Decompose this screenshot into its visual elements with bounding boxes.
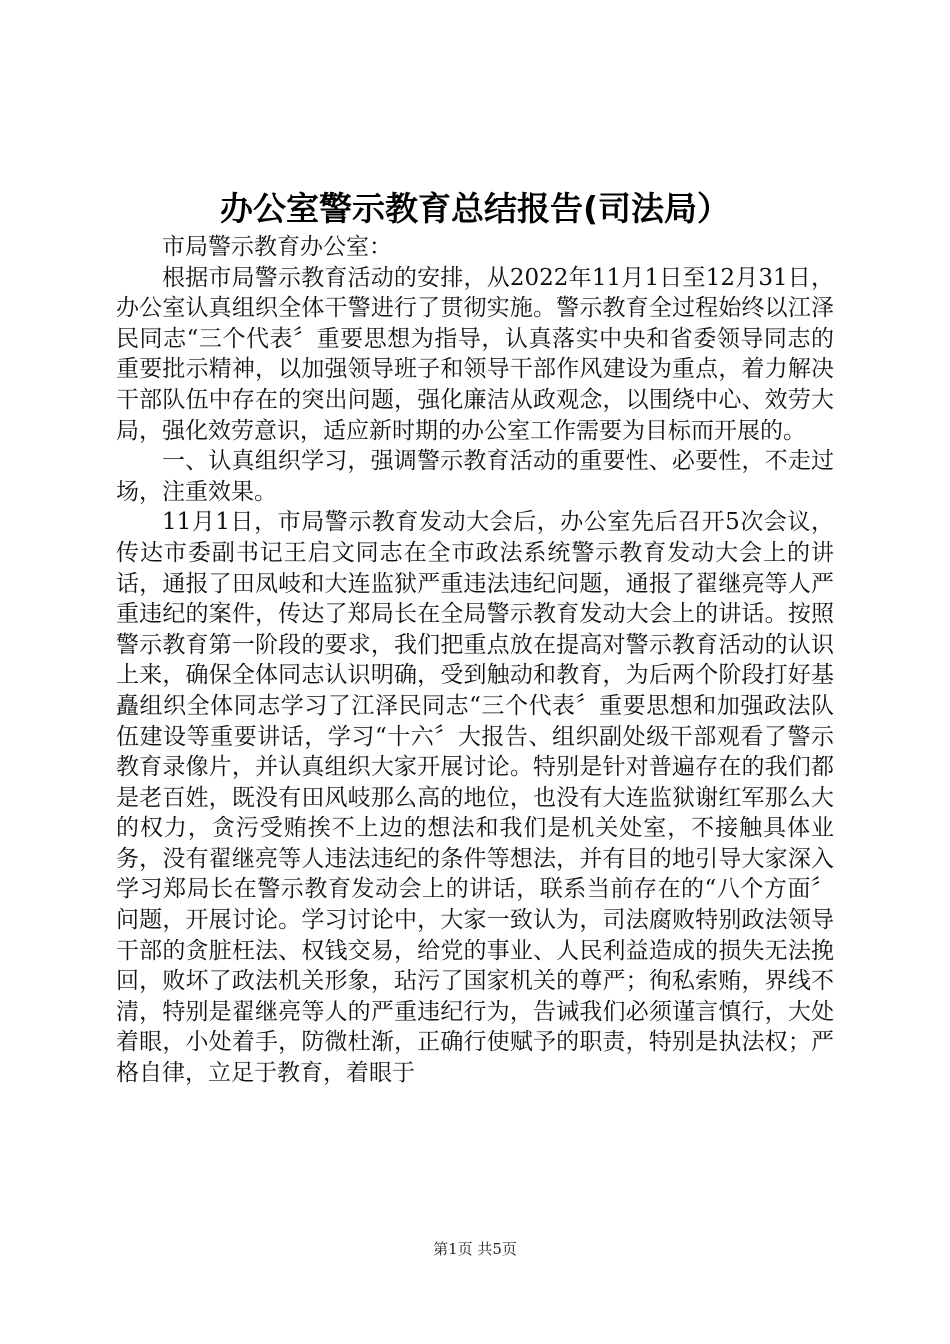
paragraph: 11月1日，市局警示教育发动大会后，办公室先后召开5次会议，传达市委副书记王启文同志在全市政法系统警示教育发动大会上的讲话，通报了田凤岐和大连监狱严重违法违纪问题，通报了翟继亮等人严重违纪的案件，传达了郑局长在全局警示教育发动大会上的讲话。按照警示教育第一阶段的要求，我们把重点放在提高对警示教育活动的认识上来，确保全体同志认识明确，受到触动和教育，为后两个阶段打好基矗组织全体同志学习了江泽民同志“三个代表〞重要思想和加强政法队伍建设等重要讲话，学习“十六〞大报告、组织副处级干部观看了警示教育录像片，并认真组织大家开展讨论。特别是针对普遍存在的我们都是老百姓，既没有田风岐那么高的地位，也没有大连监狱谢红军那么大的权力，贪污受贿挨不上边的想法和我们是机关处室，不接触具体业务，没有翟继亮等人违法违纪的条件等想法，并有目的地引导大家深入学习郑局长在警示教育发动会上的讲话，联系当前存在的“八个方面〞问题，开展讨论。学习讨论中，大家一致认为，司法腐败特别政法领导干部的贪脏枉法、权钱交易，给党的事业、人民利益造成的损失无法挽回，败坏了政法机关形象，玷污了国家机关的尊严；徇私索贿，界线不清，特别是翟继亮等人的严重违纪行为，告诫我们必须谨言慎行，大处着眼，小处着手，防微杜渐，正确行使赋予的职责，特别是执法权；严格自律，立足于教育，着眼于 [116, 509, 834, 1087]
document-body [116, 232, 834, 1089]
paragraph: 根据市局警示教育活动的安排，从2022年11月1日至12月31日，办公室认真组织全体干警进行了贯彻实施。警示教育全过程始终以江泽民同志“三个代表〞重要思想为指导，认真落实中央和省委领导同志的重要批示精神，以加强领导班子和领导干部作风建设为重点，着力解决干部队伍中存在的突出问题，强化廉洁从政观念，以围绕中心、效劳大局，强化效劳意识，适应新时期的办公室工作需要为目标而开展的。 [116, 264, 834, 444]
document-title: 办公室警示教育总结报告(司法局） [219, 189, 731, 228]
section-heading: 一、认真组织学习，强调警示教育活动的重要性、必要性，不走过场，注重效果。 [116, 448, 834, 505]
page-footer: 第1页 共5页 [433, 1240, 517, 1258]
salutation: 市局警示教育办公室： [162, 234, 392, 260]
